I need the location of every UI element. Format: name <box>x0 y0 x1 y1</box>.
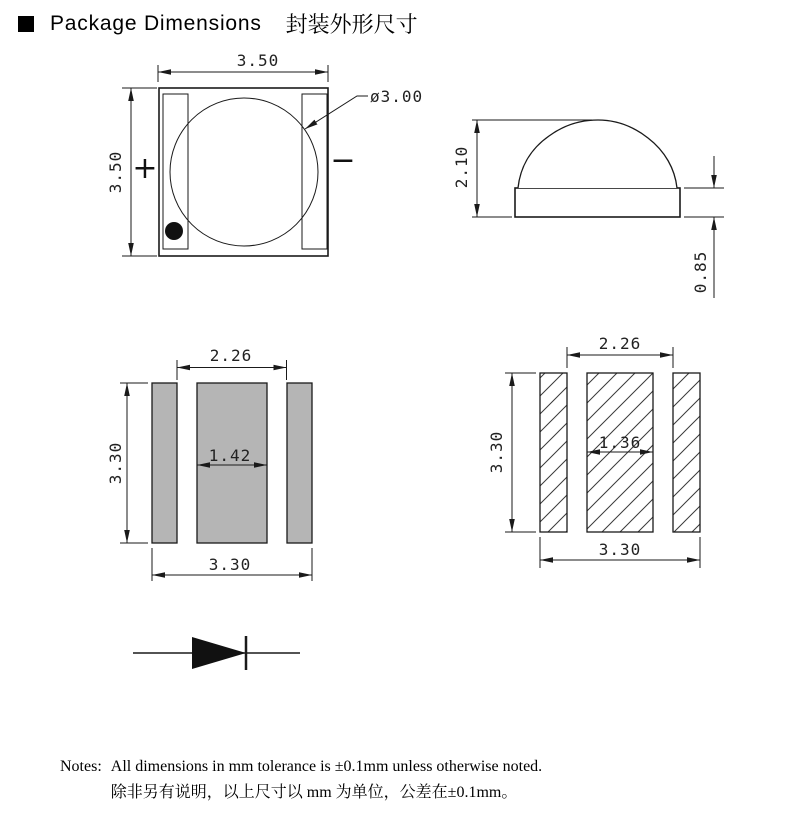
dim-label-body-width: 3.50 <box>236 51 280 70</box>
dim-label-base-height: 0.85 <box>691 250 710 294</box>
dim-extension-lines <box>684 188 724 217</box>
dim-label-pad-height: 3.30 <box>106 441 125 485</box>
lens-dome-outline <box>518 120 677 188</box>
dim-label-lens-diameter: ø3.00 <box>370 87 424 106</box>
pad-right <box>287 383 312 543</box>
notes-label: Notes: <box>60 758 102 775</box>
pad-layout-view <box>106 346 312 581</box>
dim-label-center-pad-width: 1.36 <box>598 433 642 452</box>
diode-symbol <box>133 636 300 670</box>
dim-extension-lines <box>505 373 536 532</box>
section-title: Package Dimensions <box>50 11 262 35</box>
anode-symbol: + <box>132 151 158 186</box>
side-view <box>452 120 724 298</box>
notes <box>60 754 542 806</box>
package-base-outline <box>515 188 680 217</box>
stencil-right <box>673 373 700 532</box>
notes-line-english: All dimensions in mm tolerance is ±0.1mm unless otherwise noted. <box>110 758 543 775</box>
pad-left <box>152 383 177 543</box>
dim-label-inner-span: 2.26 <box>598 334 642 353</box>
dim-label-inner-span: 2.26 <box>209 346 253 365</box>
section-title-chinese: 封装外形尺寸 <box>285 13 418 38</box>
top-view <box>106 51 423 256</box>
dim-label-total-width: 3.30 <box>208 555 252 574</box>
cathode-symbol: − <box>330 143 356 178</box>
dim-label-center-pad-width: 1.42 <box>208 446 252 465</box>
dim-label-body-height: 3.50 <box>106 150 125 194</box>
stencil-layout-view <box>487 334 700 568</box>
dim-label-total-width: 3.30 <box>598 540 642 559</box>
stencil-left <box>540 373 567 532</box>
dim-label-dome-height: 2.10 <box>452 145 471 189</box>
dim-label-pad-height: 3.30 <box>487 430 506 474</box>
package-outline <box>159 88 328 256</box>
cathode-mark-dot <box>165 222 183 240</box>
notes-line-chinese: 除非另有说明，以上尺寸以 mm 为单位，公差在±0.1mm。 <box>110 784 518 801</box>
diode-anode-triangle <box>192 637 246 669</box>
